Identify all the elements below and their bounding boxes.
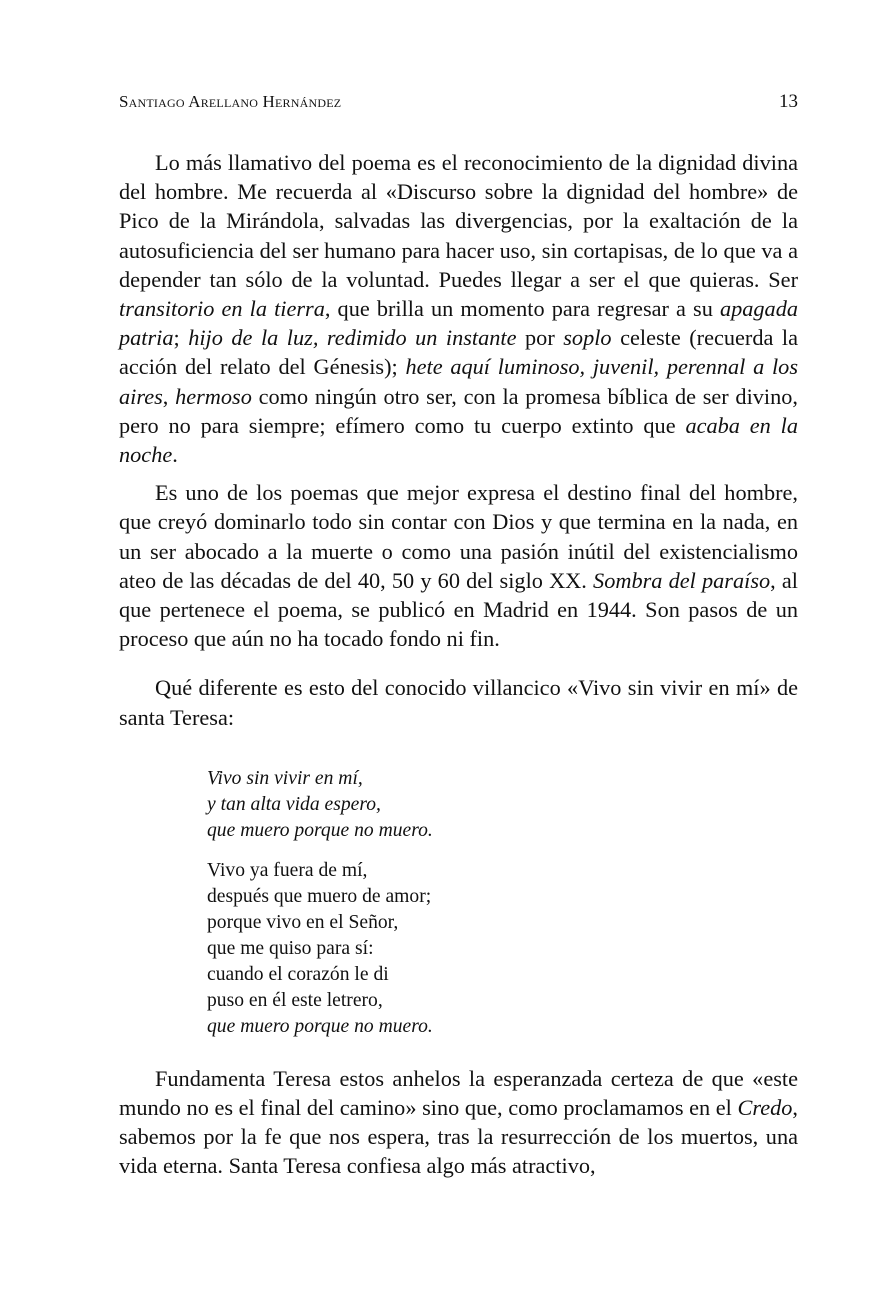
text-run: celeste (recuerda la acción del relato del Génesis);	[119, 325, 798, 380]
poem-line: después que muero de amor;	[207, 885, 432, 907]
italic-phrase: Sombra del paraíso	[593, 567, 771, 593]
paragraph-fundamenta	[119, 1064, 798, 1181]
poem-line: que me quiso para sí:	[207, 937, 374, 959]
poem-line: Vivo sin vivir en mí,	[207, 767, 363, 789]
text-run: como ningún otro ser, con la promesa bíblica de ser divino, pero no para siempre; efímero como tu cuerpo extinto que	[119, 383, 798, 438]
italic-phrase: hete aquí luminoso, juvenil, perennal a los aires	[119, 354, 799, 409]
text-run: .	[172, 442, 178, 468]
poem-line: puso en él este letrero,	[207, 989, 383, 1011]
poem-line: que muero porque no muero.	[207, 1015, 433, 1037]
text-run: ;	[173, 325, 189, 351]
poem-line: cuando el corazón le di	[207, 963, 389, 985]
italic-phrase: soplo	[563, 325, 612, 351]
text-run: , sabemos por la fe que nos espera, tras la resurrección de los muertos, una vida eterna. Santa Teresa confiesa algo más atractivo,	[119, 1095, 798, 1179]
running-header	[119, 91, 798, 113]
italic-phrase: Credo	[737, 1095, 793, 1121]
italic-phrase: acaba en la noche	[119, 412, 798, 468]
page-number: 13	[779, 91, 798, 112]
poem-line: Vivo ya fuera de mí,	[207, 859, 368, 881]
text-run: , al que pertenece el poema, se publicó en Madrid en 1944. Son pasos de un proceso que aún no ha tocado fondo ni fin.	[119, 567, 798, 652]
text-run: Lo más llamativo del poema es el reconocimiento de la dignidad divina del hombre. Me recuerda al «Discurso sobre la dignidad del hombre» de Pico de la Mirándola, salvadas las divergencias, por la exaltación de la autosuficiencia del ser humano para hacer uso, sin cortapisas, de lo que va a depender tan sólo de la voluntad. Puedes llegar a ser el que quieras. Ser	[119, 150, 798, 292]
text-run: Fundamenta Teresa estos anhelos la esperanzada certeza de que «este mundo no es el final del camino» sino que, como proclamamos en el	[119, 1065, 798, 1121]
paragraph-villancico-intro	[119, 673, 798, 731]
poem-line: que muero porque no muero.	[207, 819, 433, 841]
italic-phrase: transitorio en la tierra	[119, 296, 325, 322]
paragraph-pico	[119, 148, 798, 469]
text-run: , que brilla un momento para regresar a su	[324, 296, 720, 322]
text-run: Es uno de los poemas que mejor expresa el destino final del hombre, que creyó dominarlo todo sin contar con Dios y que termina en la nada, en un ser abocado a la muerte o como una pasión inútil del existencialismo ateo de las décadas de del 40, 50 y 60 del siglo XX.	[119, 480, 798, 593]
poem-line: y tan alta vida espero,	[207, 793, 381, 815]
poem-line: porque vivo en el Señor,	[207, 911, 399, 933]
italic-phrase: hermoso	[175, 383, 252, 409]
poem-quote	[207, 766, 798, 1040]
text-run: ,	[162, 383, 176, 409]
body-text	[119, 148, 798, 1181]
author-name: Santiago Arellano Hernández	[119, 92, 342, 111]
text-run: por	[516, 325, 564, 351]
text-run: Qué diferente es esto del conocido villancico «Vivo sin vivir en mí» de santa Teresa:	[119, 675, 798, 730]
paragraph-destino	[119, 478, 798, 653]
italic-phrase: hijo de la luz, redimido un instante	[188, 325, 517, 351]
italic-phrase: apagada patria	[119, 296, 798, 351]
poem-stanza-1	[207, 766, 798, 844]
poem-stanza-2	[207, 858, 798, 1040]
